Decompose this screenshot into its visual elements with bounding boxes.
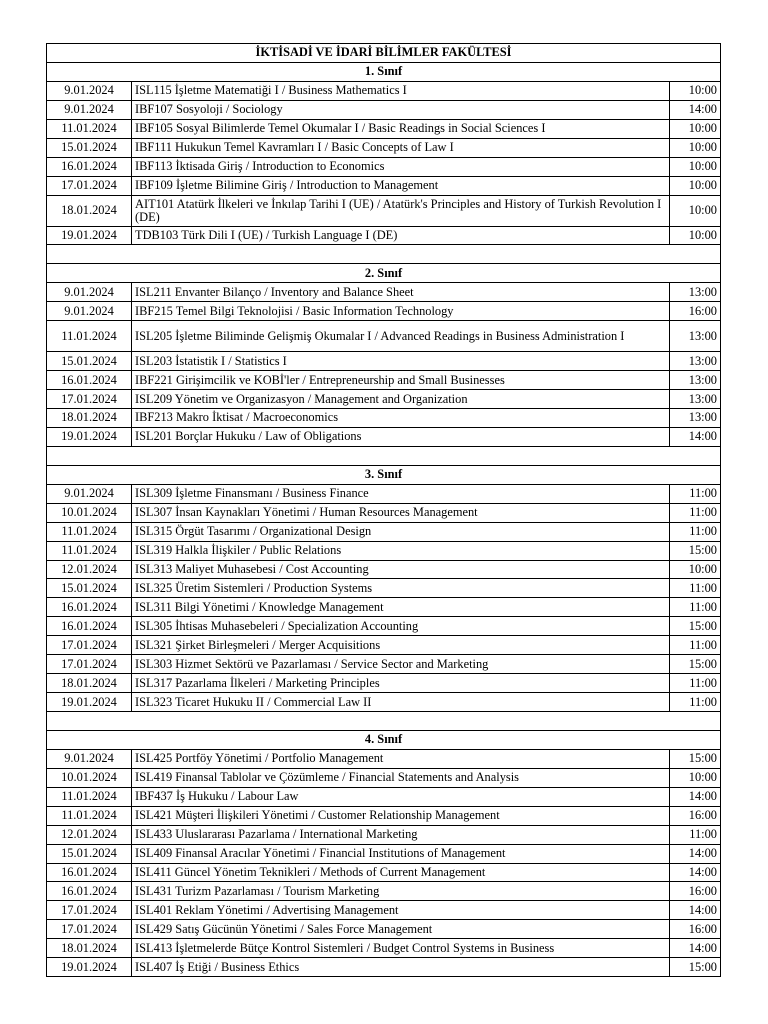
section-heading: 2. Sınıf: [47, 264, 721, 283]
exam-date: 9.01.2024: [47, 81, 132, 100]
section-heading-row: [47, 264, 721, 283]
exam-time: 10:00: [670, 81, 721, 100]
section-spacer-row: [47, 712, 721, 731]
exam-date: 10.01.2024: [47, 768, 132, 787]
exam-date: 11.01.2024: [47, 806, 132, 825]
exam-row: [47, 321, 721, 352]
exam-date: 10.01.2024: [47, 503, 132, 522]
exam-time: 11:00: [670, 825, 721, 844]
exam-schedule-table: [46, 43, 721, 977]
course-name: ISL305 İhtisas Muhasebeleri / Specialization Accounting: [132, 617, 670, 636]
exam-date: 12.01.2024: [47, 825, 132, 844]
exam-time: 10:00: [670, 157, 721, 176]
exam-date: 16.01.2024: [47, 598, 132, 617]
exam-time: 11:00: [670, 484, 721, 503]
exam-date: 16.01.2024: [47, 371, 132, 390]
exam-date: 9.01.2024: [47, 749, 132, 768]
section-heading: 1. Sınıf: [47, 62, 721, 81]
course-name: IBF105 Sosyal Bilimlerde Temel Okumalar I / Basic Readings in Social Sciences I: [132, 119, 670, 138]
exam-date: 19.01.2024: [47, 693, 132, 712]
exam-time: 14:00: [670, 427, 721, 446]
exam-row: [47, 522, 721, 541]
exam-row: [47, 409, 721, 428]
exam-date: 15.01.2024: [47, 138, 132, 157]
course-name: ISL421 Müşteri İlişkileri Yönetimi / Customer Relationship Management: [132, 806, 670, 825]
exam-time: 11:00: [670, 522, 721, 541]
exam-date: 16.01.2024: [47, 617, 132, 636]
course-name: ISL211 Envanter Bilanço / Inventory and Balance Sheet: [132, 283, 670, 302]
course-name: ISL311 Bilgi Yönetimi / Knowledge Management: [132, 598, 670, 617]
spacer-cell: [47, 446, 721, 465]
course-name: IBF215 Temel Bilgi Teknolojisi / Basic Information Technology: [132, 302, 670, 321]
exam-row: [47, 138, 721, 157]
exam-time: 13:00: [670, 371, 721, 390]
exam-time: 13:00: [670, 321, 721, 352]
exam-row: [47, 768, 721, 787]
exam-time: 11:00: [670, 636, 721, 655]
exam-time: 14:00: [670, 100, 721, 119]
exam-row: [47, 806, 721, 825]
exam-time: 15:00: [670, 749, 721, 768]
exam-time: 13:00: [670, 352, 721, 371]
exam-date: 15.01.2024: [47, 579, 132, 598]
exam-time: 16:00: [670, 882, 721, 901]
exam-time: 13:00: [670, 409, 721, 428]
exam-row: [47, 825, 721, 844]
exam-time: 10:00: [670, 119, 721, 138]
course-name: AIT101 Atatürk İlkeleri ve İnkılap Tarihi I (UE) / Atatürk's Principles and History of Turkish Revolution I (DE): [132, 195, 670, 226]
exam-time: 16:00: [670, 302, 721, 321]
exam-row: [47, 882, 721, 901]
exam-date: 11.01.2024: [47, 119, 132, 138]
course-name: IBF111 Hukukun Temel Kavramları I / Basic Concepts of Law I: [132, 138, 670, 157]
exam-row: [47, 100, 721, 119]
exam-row: [47, 939, 721, 958]
spacer-cell: [47, 712, 721, 731]
exam-time: 15:00: [670, 617, 721, 636]
section-spacer-row: [47, 446, 721, 465]
exam-row: [47, 390, 721, 409]
exam-row: [47, 693, 721, 712]
exam-time: 16:00: [670, 806, 721, 825]
exam-row: [47, 503, 721, 522]
course-name: ISL411 Güncel Yönetim Teknikleri / Methods of Current Management: [132, 863, 670, 882]
exam-date: 11.01.2024: [47, 787, 132, 806]
exam-row: [47, 863, 721, 882]
exam-row: [47, 195, 721, 226]
course-name: ISL203 İstatistik I / Statistics I: [132, 352, 670, 371]
section-heading: 3. Sınıf: [47, 465, 721, 484]
course-name: ISL201 Borçlar Hukuku / Law of Obligations: [132, 427, 670, 446]
exam-date: 9.01.2024: [47, 484, 132, 503]
exam-row: [47, 844, 721, 863]
section-heading-row: [47, 465, 721, 484]
exam-date: 17.01.2024: [47, 636, 132, 655]
course-name: IBF221 Girişimcilik ve KOBİ'ler / Entrepreneurship and Small Businesses: [132, 371, 670, 390]
exam-time: 10:00: [670, 138, 721, 157]
exam-date: 11.01.2024: [47, 541, 132, 560]
course-name: ISL407 İş Etiği / Business Ethics: [132, 958, 670, 977]
exam-date: 17.01.2024: [47, 390, 132, 409]
exam-time: 10:00: [670, 226, 721, 245]
exam-date: 15.01.2024: [47, 352, 132, 371]
exam-time: 10:00: [670, 176, 721, 195]
course-name: ISL317 Pazarlama İlkeleri / Marketing Principles: [132, 674, 670, 693]
exam-date: 16.01.2024: [47, 157, 132, 176]
exam-row: [47, 749, 721, 768]
section-spacer-row: [47, 245, 721, 264]
exam-time: 13:00: [670, 390, 721, 409]
exam-date: 17.01.2024: [47, 176, 132, 195]
exam-time: 15:00: [670, 958, 721, 977]
course-name: ISL315 Örgüt Tasarımı / Organizational Design: [132, 522, 670, 541]
course-name: ISL115 İşletme Matematiği I / Business Mathematics I: [132, 81, 670, 100]
exam-date: 18.01.2024: [47, 195, 132, 226]
course-name: ISL431 Turizm Pazarlaması / Tourism Marketing: [132, 882, 670, 901]
exam-date: 19.01.2024: [47, 958, 132, 977]
course-name: IBF113 İktisada Giriş / Introduction to Economics: [132, 157, 670, 176]
course-name: ISL307 İnsan Kaynakları Yönetimi / Human Resources Management: [132, 503, 670, 522]
exam-row: [47, 427, 721, 446]
course-name: ISL429 Satış Gücünün Yönetimi / Sales Force Management: [132, 920, 670, 939]
exam-time: 14:00: [670, 787, 721, 806]
exam-time: 11:00: [670, 579, 721, 598]
exam-date: 18.01.2024: [47, 409, 132, 428]
exam-date: 19.01.2024: [47, 226, 132, 245]
course-name: ISL409 Finansal Aracılar Yönetimi / Financial Institutions of Management: [132, 844, 670, 863]
exam-row: [47, 484, 721, 503]
exam-date: 11.01.2024: [47, 321, 132, 352]
course-name: ISL323 Ticaret Hukuku II / Commercial Law II: [132, 693, 670, 712]
exam-date: 9.01.2024: [47, 302, 132, 321]
exam-row: [47, 119, 721, 138]
course-name: ISL309 İşletme Finansmanı / Business Finance: [132, 484, 670, 503]
exam-row: [47, 655, 721, 674]
exam-date: 11.01.2024: [47, 522, 132, 541]
course-name: ISL205 İşletme Biliminde Gelişmiş Okumalar I / Advanced Readings in Business Administration I: [132, 321, 670, 352]
exam-date: 17.01.2024: [47, 920, 132, 939]
exam-time: 13:00: [670, 283, 721, 302]
course-name: ISL303 Hizmet Sektörü ve Pazarlaması / Service Sector and Marketing: [132, 655, 670, 674]
exam-row: [47, 352, 721, 371]
section-heading-row: [47, 730, 721, 749]
course-name: ISL433 Uluslararası Pazarlama / International Marketing: [132, 825, 670, 844]
exam-time: 11:00: [670, 674, 721, 693]
course-name: ISL401 Reklam Yönetimi / Advertising Management: [132, 901, 670, 920]
exam-row: [47, 176, 721, 195]
exam-row: [47, 636, 721, 655]
exam-time: 14:00: [670, 844, 721, 863]
exam-date: 15.01.2024: [47, 844, 132, 863]
exam-time: 14:00: [670, 863, 721, 882]
exam-row: [47, 541, 721, 560]
exam-date: 9.01.2024: [47, 100, 132, 119]
course-name: TDB103 Türk Dili I (UE) / Turkish Language I (DE): [132, 226, 670, 245]
course-name: ISL413 İşletmelerde Bütçe Kontrol Sistemleri / Budget Control Systems in Business: [132, 939, 670, 958]
course-name: IBF437 İş Hukuku / Labour Law: [132, 787, 670, 806]
course-name: IBF213 Makro İktisat / Macroeconomics: [132, 409, 670, 428]
exam-row: [47, 920, 721, 939]
exam-date: 19.01.2024: [47, 427, 132, 446]
exam-time: 10:00: [670, 768, 721, 787]
exam-time: 11:00: [670, 598, 721, 617]
section-heading: 4. Sınıf: [47, 730, 721, 749]
exam-row: [47, 81, 721, 100]
exam-row: [47, 958, 721, 977]
exam-row: [47, 157, 721, 176]
exam-date: 18.01.2024: [47, 674, 132, 693]
exam-schedule-page: [46, 43, 720, 977]
exam-row: [47, 560, 721, 579]
spacer-cell: [47, 245, 721, 264]
exam-time: 14:00: [670, 939, 721, 958]
course-name: ISL313 Maliyet Muhasebesi / Cost Accounting: [132, 560, 670, 579]
exam-date: 17.01.2024: [47, 901, 132, 920]
faculty-title-row: [47, 44, 721, 63]
exam-row: [47, 579, 721, 598]
exam-date: 12.01.2024: [47, 560, 132, 579]
section-heading-row: [47, 62, 721, 81]
course-name: IBF107 Sosyoloji / Sociology: [132, 100, 670, 119]
exam-row: [47, 901, 721, 920]
exam-time: 11:00: [670, 503, 721, 522]
exam-row: [47, 226, 721, 245]
exam-date: 9.01.2024: [47, 283, 132, 302]
exam-row: [47, 674, 721, 693]
exam-date: 16.01.2024: [47, 863, 132, 882]
faculty-title: İKTİSADİ VE İDARİ BİLİMLER FAKÜLTESİ: [47, 44, 721, 63]
exam-row: [47, 371, 721, 390]
exam-time: 10:00: [670, 560, 721, 579]
exam-row: [47, 598, 721, 617]
course-name: ISL209 Yönetim ve Organizasyon / Management and Organization: [132, 390, 670, 409]
exam-row: [47, 617, 721, 636]
exam-time: 11:00: [670, 693, 721, 712]
exam-row: [47, 283, 721, 302]
course-name: ISL319 Halkla İlişkiler / Public Relations: [132, 541, 670, 560]
exam-date: 16.01.2024: [47, 882, 132, 901]
course-name: ISL325 Üretim Sistemleri / Production Systems: [132, 579, 670, 598]
exam-time: 16:00: [670, 920, 721, 939]
course-name: IBF109 İşletme Bilimine Giriş / Introduction to Management: [132, 176, 670, 195]
course-name: ISL321 Şirket Birleşmeleri / Merger Acquisitions: [132, 636, 670, 655]
exam-row: [47, 787, 721, 806]
exam-row: [47, 302, 721, 321]
exam-time: 15:00: [670, 655, 721, 674]
exam-time: 15:00: [670, 541, 721, 560]
exam-date: 17.01.2024: [47, 655, 132, 674]
course-name: ISL419 Finansal Tablolar ve Çözümleme / Financial Statements and Analysis: [132, 768, 670, 787]
exam-time: 10:00: [670, 195, 721, 226]
exam-time: 14:00: [670, 901, 721, 920]
course-name: ISL425 Portföy Yönetimi / Portfolio Management: [132, 749, 670, 768]
exam-date: 18.01.2024: [47, 939, 132, 958]
